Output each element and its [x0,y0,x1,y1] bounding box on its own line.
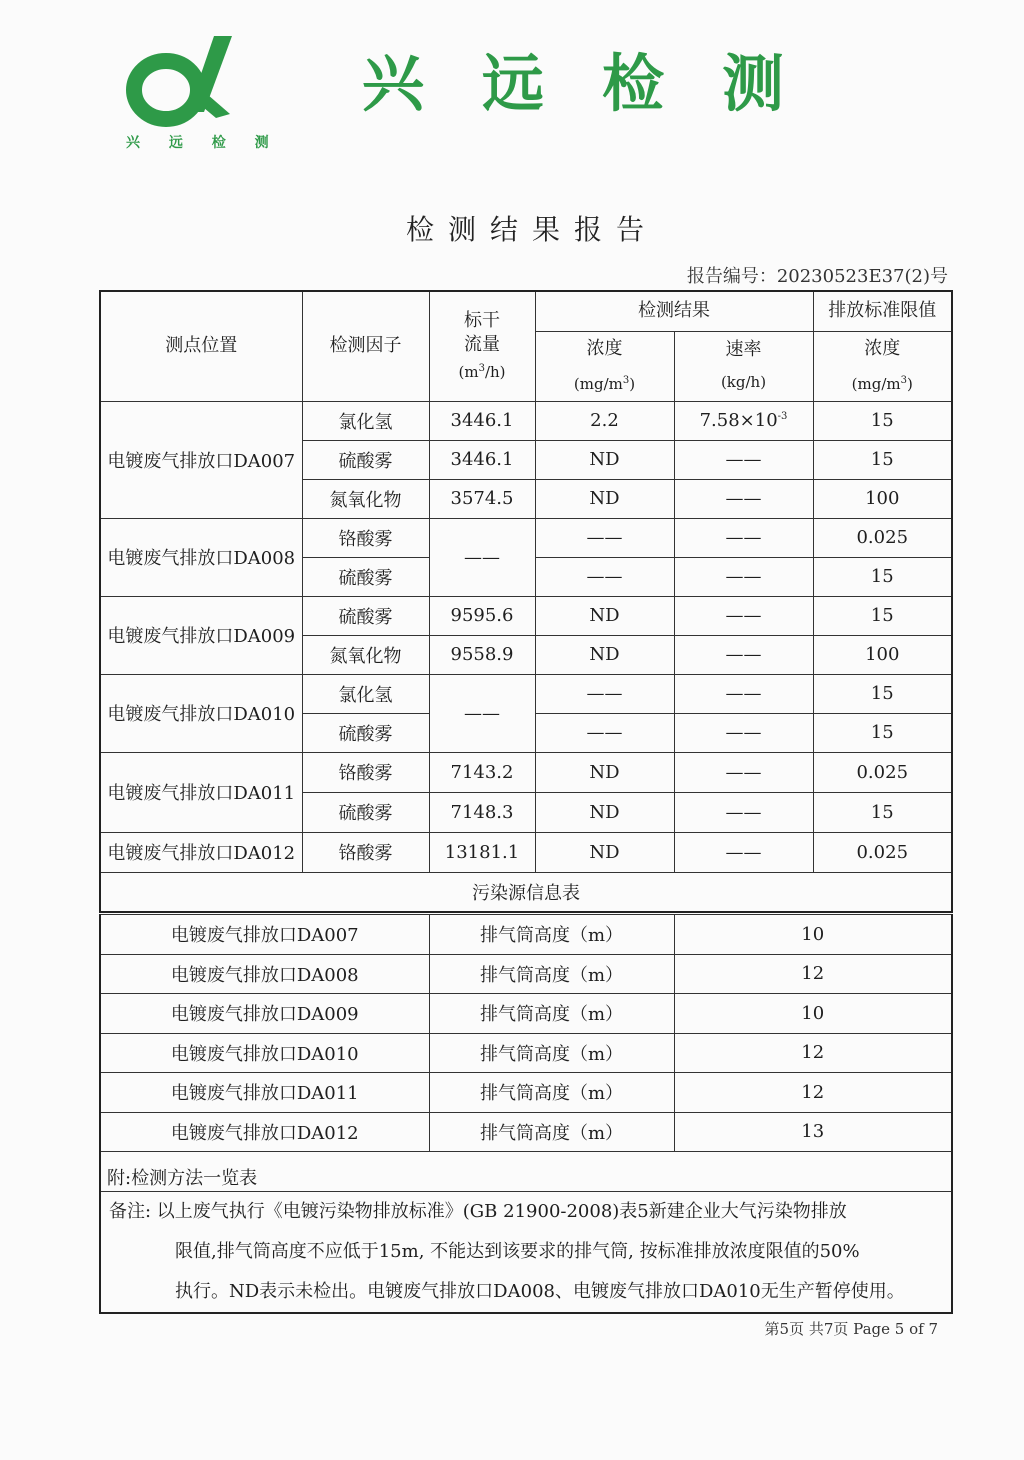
limit-cell: 0.025 [813,752,952,792]
flow-cell: 9558.9 [429,635,535,674]
flow-cell: 3446.1 [429,401,535,440]
page-footer: 第5页 共7页 Page 5 of 7 [764,1320,938,1338]
brand-char: 兴 [362,47,483,120]
rate-cell: —— [674,792,813,832]
rate-cell: —— [674,596,813,635]
factor-cell: 氮氧化物 [302,635,429,674]
limit-cell: 15 [813,557,952,596]
factor-cell: 铬酸雾 [302,752,429,792]
flow-cell: —— [429,674,535,752]
conc-cell: ND [535,752,674,792]
factor-cell: 硫酸雾 [302,440,429,479]
rate-cell: —— [674,832,813,872]
rate-cell: —— [674,635,813,674]
limit-cell: 100 [813,635,952,674]
flow-cell: —— [429,518,535,596]
info-value: 10 [674,915,952,955]
header-results: 检测结果 [535,291,813,331]
header-flow-unit: $(m^3/h)$ [458,362,506,381]
rate-cell: —— [674,479,813,518]
info-value: 13 [674,1112,952,1152]
info-item: 排气筒高度（m） [429,1033,674,1073]
conc-cell: —— [535,518,674,557]
factor-cell: 硫酸雾 [302,792,429,832]
limit-cell: 15 [813,792,952,832]
info-item: 排气筒高度（m） [429,994,674,1034]
header-flow-line1: 标干 [464,309,500,331]
info-location: 电镀废气排放口DA009 [100,994,429,1034]
factor-cell: 硫酸雾 [302,557,429,596]
conc-cell: ND [535,479,674,518]
limit-cell: 100 [813,479,952,518]
info-location: 电镀废气排放口DA007 [100,915,429,955]
conc-cell: ND [535,440,674,479]
pollution-info-table [99,914,953,1314]
report-number: 报告编号：20230523E37(2)号 [686,266,948,287]
info-value: 12 [674,1033,952,1073]
flow-cell: 7148.3 [429,792,535,832]
appendix-text: 附:检测方法一览表 [107,1168,258,1189]
info-value: 12 [674,1073,952,1113]
table-row [100,1112,952,1152]
conc-cell: 2.2 [535,401,674,440]
conc-cell: —— [535,557,674,596]
location-cell: 电镀废气排放口DA012 [100,832,302,872]
table-row [100,752,952,792]
flow-cell: 3446.1 [429,440,535,479]
rate-cell: —— [674,752,813,792]
conc-cell: ND [535,596,674,635]
info-item: 排气筒高度（m） [429,1073,674,1113]
table-row [100,674,952,713]
appendix-row [100,1152,952,1192]
header-factor: 检测因子 [302,291,429,401]
remark-line-2: 限值,排气筒高度不应低于15m, 不能达到该要求的排气筒, 按标准排放浓度限值的50% [175,1241,860,1262]
company-logo [118,28,281,158]
limit-cell: 15 [813,713,952,752]
table-row [100,954,952,994]
results-table [99,290,953,913]
conc-cell: ND [535,792,674,832]
limit-cell: 15 [813,674,952,713]
table-row [100,518,952,557]
table-row [100,1073,952,1113]
location-cell: 电镀废气排放口DA007 [100,401,302,518]
info-location: 电镀废气排放口DA008 [100,954,429,994]
header-concentration: 浓度 $(mg/m^3)$ [535,331,674,401]
page-title: 检测结果报告 [405,213,658,246]
factor-cell: 氯化氢 [302,674,429,713]
header-rate: 速率 (kg/h) [674,331,813,401]
brand-name [362,44,843,124]
info-value: 10 [674,994,952,1034]
table-row [100,401,952,440]
brand-char: 远 [482,47,603,120]
pollution-info-title-row [100,872,952,912]
factor-cell: 硫酸雾 [302,596,429,635]
table-row [100,915,952,955]
info-item: 排气筒高度（m） [429,1112,674,1152]
location-cell: 电镀废气排放口DA009 [100,596,302,674]
header-flow [429,291,535,401]
remark-line-1: 备注: 以上废气执行《电镀污染物排放标准》(GB 21900-2008)表5新建企业大气污染物排放 [109,1201,847,1222]
appendix-cell [100,1152,952,1192]
location-cell: 电镀废气排放口DA010 [100,674,302,752]
remark-row [100,1192,952,1314]
limit-cell: 15 [813,440,952,479]
brand-char: 检 [602,47,723,120]
info-location: 电镀废气排放口DA010 [100,1033,429,1073]
conc-cell: ND [535,635,674,674]
header-flow-line2: 流量 [464,333,500,355]
remark-line-3: 执行。ND表示未检出。电镀废气排放口DA008、电镀废气排放口DA010无生产暂停使用。 [175,1281,905,1302]
flow-cell: 7143.2 [429,752,535,792]
header-limit: 排放标准限值 [813,291,952,331]
info-location: 电镀废气排放口DA011 [100,1073,429,1113]
conc-cell: ND [535,832,674,872]
limit-cell: 0.025 [813,518,952,557]
remark-cell [100,1192,952,1314]
table-row [100,994,952,1034]
factor-cell: 硫酸雾 [302,713,429,752]
flow-cell: 3574.5 [429,479,535,518]
limit-cell: 15 [813,401,952,440]
table-row [100,596,952,635]
brand-char: 测 [722,47,843,120]
location-cell: 电镀废气排放口DA008 [100,518,302,596]
rate-cell: —— [674,674,813,713]
logo-caption: 兴 远 检 测 [126,135,281,151]
pollution-info-title: 污染源信息表 [100,872,952,912]
flow-cell: 13181.1 [429,832,535,872]
info-item: 排气筒高度（m） [429,954,674,994]
header-limit-concentration: 浓度 $(mg/m^3)$ [813,331,952,401]
limit-cell: 0.025 [813,832,952,872]
conc-cell: —— [535,674,674,713]
rate-cell: —— [674,440,813,479]
limit-cell: 15 [813,596,952,635]
location-cell: 电镀废气排放口DA011 [100,752,302,832]
flow-cell: 9595.6 [429,596,535,635]
factor-cell: 铬酸雾 [302,832,429,872]
rate-cell: —— [674,713,813,752]
factor-cell: 氮氧化物 [302,479,429,518]
info-location: 电镀废气排放口DA012 [100,1112,429,1152]
conc-cell: —— [535,713,674,752]
header-location: 测点位置 [100,291,302,401]
table-row [100,832,952,872]
factor-cell: 铬酸雾 [302,518,429,557]
factor-cell: 氯化氢 [302,401,429,440]
info-item: 排气筒高度（m） [429,915,674,955]
alpha-logo-icon [118,28,243,132]
info-value: 12 [674,954,952,994]
rate-cell: —— [674,518,813,557]
table-row [100,1033,952,1073]
rate-cell: $7.58\times 10^{-3}$ [674,401,813,440]
rate-cell: —— [674,557,813,596]
